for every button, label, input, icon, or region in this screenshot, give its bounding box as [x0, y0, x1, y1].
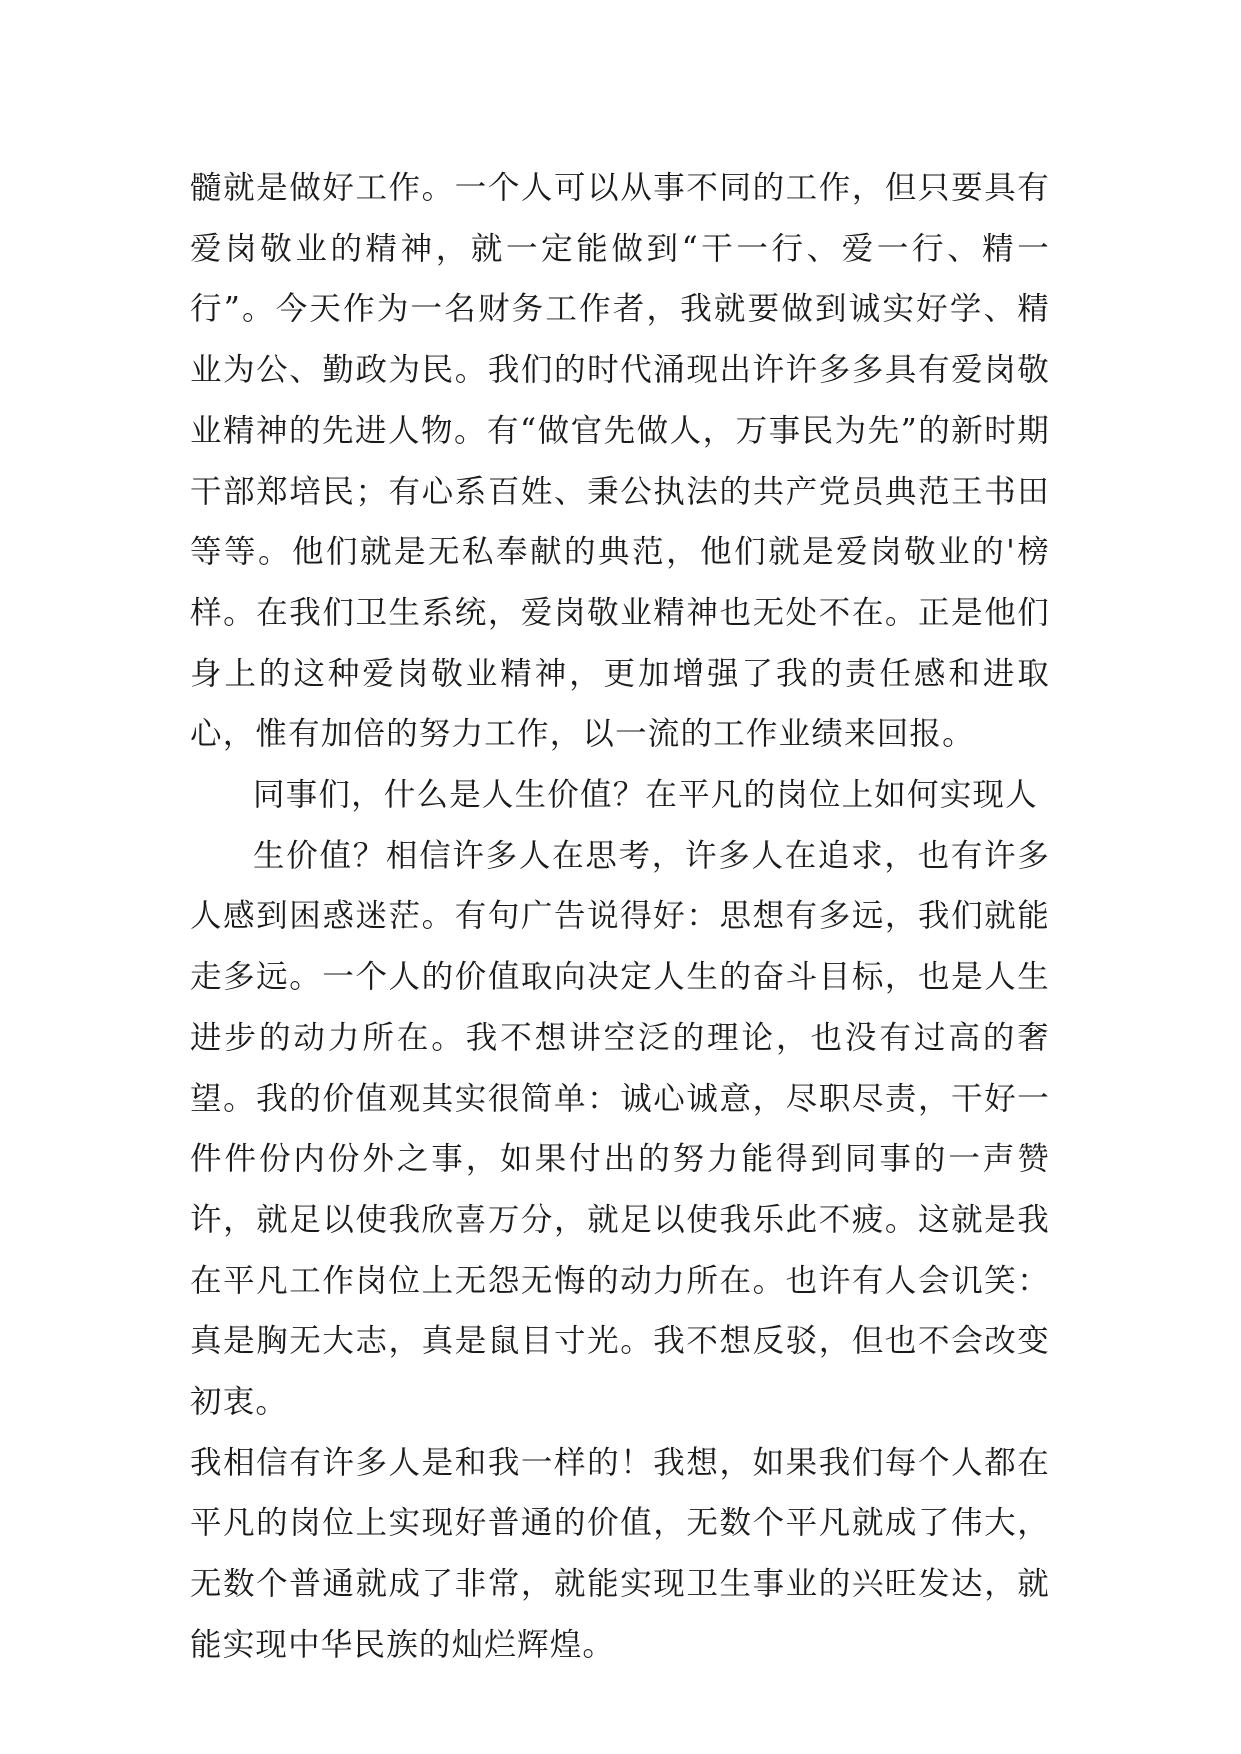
paragraph-1: 髓就是做好工作。一个人可以从事不同的工作，但只要具有爱岗敬业的精神，就一定能做到“干一行、爱一行、精一行”。今天作为一名财务工作者，我就要做到诚实好学、精业为公、勤政为民。我们的时代涌现出许许多多具有爱岗敬业精神的先进人物。有“做官先做人，万事民为先”的新时期干部郑培民；有心系百姓、秉公执法的共产党员典范王书田等等。他们就是无私奉献的典范，他们就是爱岗敬业的'榜样。在我们卫生系统，爱岗敬业精神也无处不在。正是他们身上的这种爱岗敬业精神，更加增强了我的责任感和进取心，惟有加倍的努力工作，以一流的工作业绩来回报。: [190, 170, 1050, 753]
paragraph-2: 同事们，什么是人生价值？在平凡的岗位上如何实现人: [253, 777, 1038, 814]
body-text: [190, 158, 1050, 1676]
paragraph-4: 我相信有许多人是和我一样的！我想，如果我们每个人都在平凡的岗位上实现好普通的价值，无数个平凡就成了伟大，无数个普通就成了非常，就能实现卫生事业的兴旺发达，就能实现中华民族的灿烂辉煌。: [190, 1444, 1050, 1663]
paragraph-3: 生价值？相信许多人在思考，许多人在追求，也有许多人感到困惑迷茫。有句广告说得好：思想有多远，我们就能走多远。一个人的价值取向决定人生的奋斗目标，也是人生进步的动力所在。我不想讲空泛的理论，也没有过高的奢望。我的价值观其实很简单：诚心诚意，尽职尽责，干好一件件份内份外之事，如果付出的努力能得到同事的一声赞许，就足以使我欣喜万分，就足以使我乐此不疲。这就是我在平凡工作岗位上无怨无悔的动力所在。也许有人会讥笑：真是胸无大志，真是鼠目寸光。我不想反驳，但也不会改变初衷。: [190, 837, 1050, 1421]
